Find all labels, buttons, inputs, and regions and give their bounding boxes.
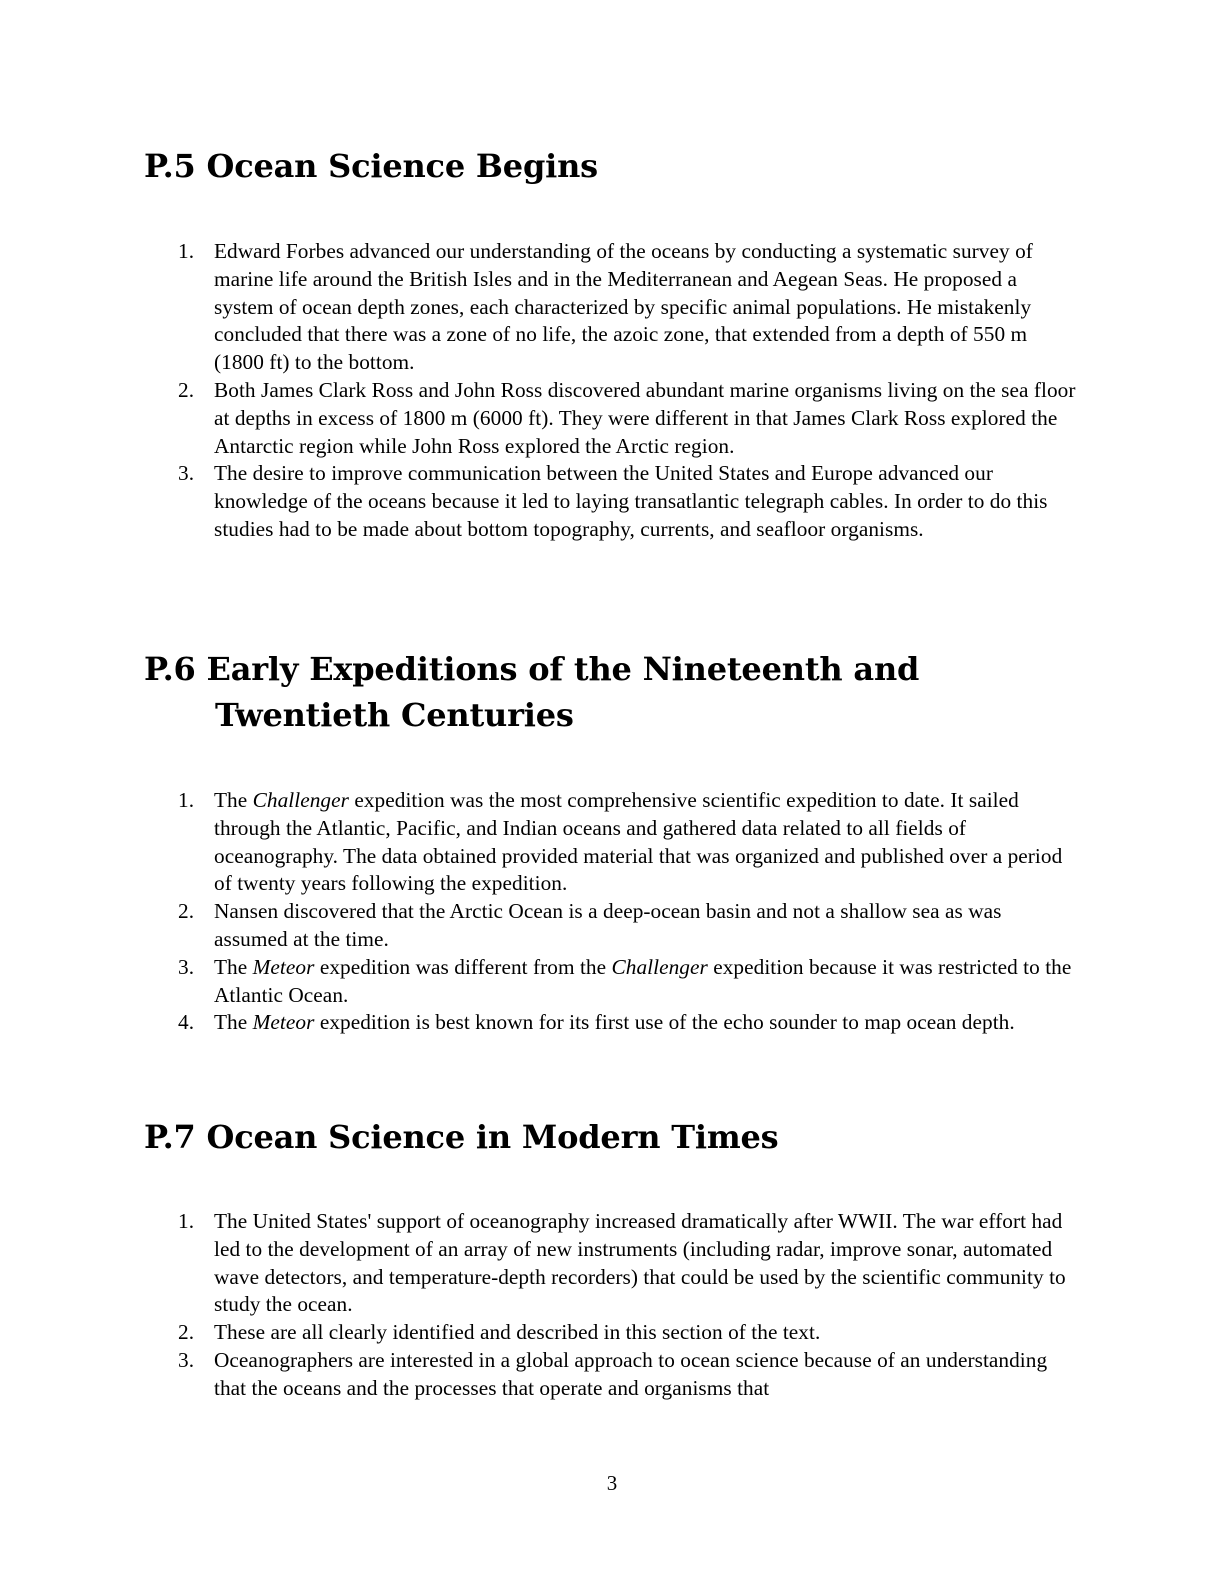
- list-item-text: Oceanographers are interested in a global approach to ocean science because of an understanding that the oceans and the processes that operate and organisms that: [214, 1347, 1048, 1400]
- list-item-number: 2.: [178, 377, 195, 402]
- list-item: [144, 787, 1080, 898]
- list-item: [144, 954, 1080, 1010]
- section-heading-p6-line2: Twentieth Centuries: [215, 696, 574, 734]
- list-item-text: expedition because it was restricted to the Atlantic Ocean.: [214, 954, 1072, 1007]
- list-item: [144, 238, 1080, 377]
- list-item-text: Both James Clark Ross and John Ross discovered abundant marine organisms living on the sea floor at depths in excess of 1800 m (6000 ft). They were different in that James Clark Ross explored the Antarctic region while John Ross explored the Arctic region.: [214, 377, 1076, 458]
- list-item-text: The: [214, 788, 253, 812]
- list-item: [144, 1208, 1080, 1319]
- section-heading-p6-line1: P.6 Early Expeditions of the Nineteenth and: [144, 650, 920, 688]
- list-item-text: expedition is best known for its first use of the echo sounder to map ocean depth.: [314, 1010, 1015, 1035]
- list-item-text: Edward Forbes advanced our understanding of the oceans by conducting a systematic survey of marine life around the British Isles and in the Mediterranean and Aegean Seas. He proposed a system of ocean depth zones, each characterized by specific animal populations. He mistakenly concluded that there was a zone of no life, the azoic zone, that extended from a depth of 550 m (1800 ft) to the bottom.: [214, 239, 1033, 375]
- italic-ship-name: Meteor: [252, 954, 315, 979]
- list-item-text: Nansen discovered that the Arctic Ocean is a deep-ocean basin and not a shallow sea as was assumed at the time.: [214, 899, 1002, 951]
- section-heading-p5: P.5 Ocean Science Begins: [144, 147, 598, 185]
- italic-ship-name: Meteor: [252, 1010, 315, 1035]
- list-item-number: 1.: [178, 788, 195, 812]
- list-item-number: 2.: [178, 1320, 195, 1345]
- list-item-text: The desire to improve communication between the United States and Europe advanced our knowledge of the oceans because it led to laying transatlantic telegraph cables. In order to do this studies had to be made about bottom topography, currents, and seafloor organisms.: [214, 461, 1048, 541]
- list-item-number: 1.: [178, 239, 195, 263]
- list-item-text: These are all clearly identified and described in this section of the text.: [214, 1320, 821, 1345]
- list-item-text: The: [214, 954, 253, 979]
- list-item-text: expedition was the most comprehensive scientific expedition to date. It sailed through the Atlantic, Pacific, and Indian oceans and gathered data related to all fields of oceanography. The data obtained provided material that was organized and published over a period of twenty years following the expedition.: [214, 788, 1063, 896]
- list-item: [144, 377, 1080, 460]
- section-list-p7: [144, 1208, 1080, 1403]
- list-item-text: The: [214, 1010, 253, 1035]
- list-item: [144, 898, 1080, 954]
- section-heading-p7: P.7 Ocean Science in Modern Times: [144, 1118, 779, 1156]
- list-item: [144, 1319, 1080, 1347]
- list-item-number: 3.: [178, 461, 195, 486]
- list-item-number: 4.: [178, 1010, 195, 1035]
- list-item-number: 3.: [178, 1347, 195, 1372]
- section-heading-p6: [144, 646, 919, 738]
- section-list-p6: [144, 787, 1080, 1037]
- list-item: [144, 1009, 1080, 1037]
- list-item-text: The United States' support of oceanography increased dramatically after WWII. The war effort had led to the development of an array of new instruments (including radar, improve sonar, automated wave detectors, and temperature-depth recorders) that could be used by the scientific community to study the ocean.: [214, 1209, 1066, 1317]
- italic-ship-name: Challenger: [252, 788, 349, 812]
- list-item-text: expedition was different from the: [314, 954, 612, 979]
- italic-ship-name: Challenger: [611, 954, 708, 979]
- list-item: [144, 1347, 1080, 1403]
- list-item-number: 3.: [178, 954, 195, 979]
- list-item: [144, 460, 1080, 543]
- list-item-number: 1.: [178, 1209, 195, 1233]
- section-list-p5: [144, 238, 1080, 544]
- list-item-number: 2.: [178, 899, 195, 924]
- page-number: 3: [606, 1471, 618, 1495]
